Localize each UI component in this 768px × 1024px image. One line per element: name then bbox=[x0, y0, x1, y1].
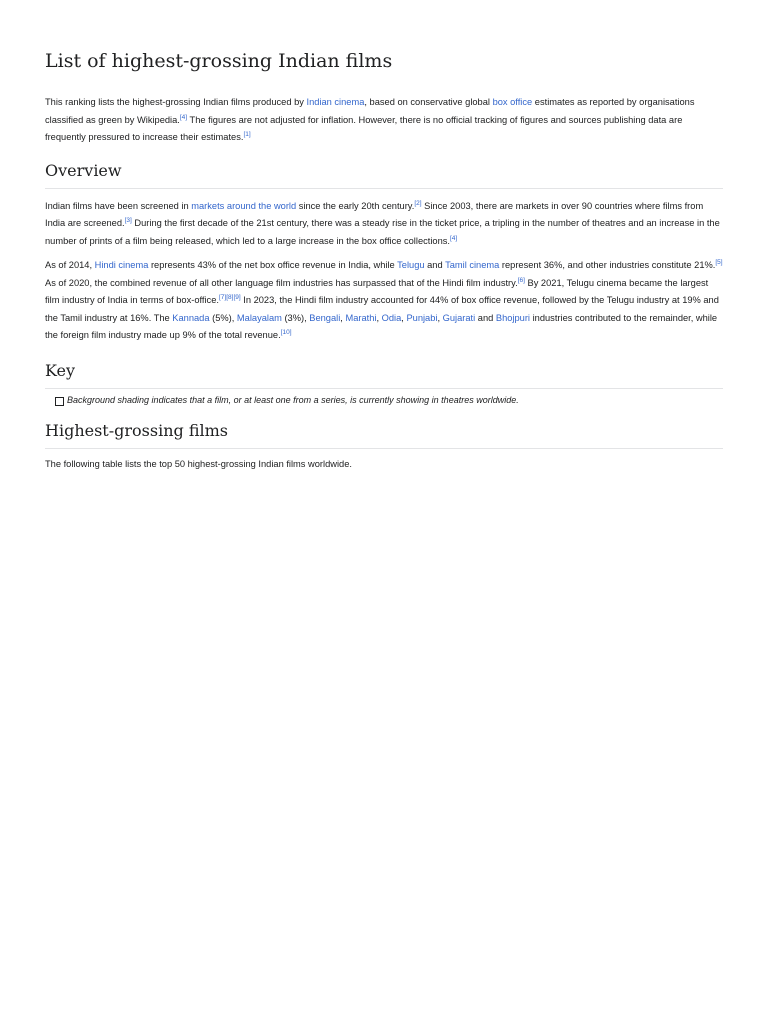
overview-p2-text-9: (3%), bbox=[281, 312, 310, 323]
overview-p2-text-10: , bbox=[340, 312, 346, 323]
overview-p2-text-15: industries contributed to the remainder, while the foreign film industry made up 9% of the total revenue. bbox=[45, 312, 718, 340]
overview-heading: Overview bbox=[45, 160, 723, 189]
link-telugu[interactable]: Telugu bbox=[397, 260, 425, 270]
overview-p2-text-12: , bbox=[401, 312, 407, 323]
citation-6-link[interactable]: [6] bbox=[517, 276, 525, 284]
overview-p1-text-1: Indian films have been screened in bbox=[45, 200, 192, 211]
overview-paragraph-1 bbox=[45, 198, 723, 251]
overview-p1-text-3: Since 2003, there are markets in over 90 countries where films from India are screened. bbox=[45, 200, 704, 228]
link-markets-around-the-world[interactable]: markets around the world bbox=[191, 200, 297, 211]
key-legend-row bbox=[55, 395, 723, 406]
intro-text-3: estimates as reported by organisations classified as green by Wikipedia. bbox=[45, 97, 695, 125]
citation-5-link[interactable]: [5] bbox=[715, 259, 723, 266]
citation-3 bbox=[125, 217, 132, 224]
link-malayalam[interactable]: Malayalam bbox=[236, 312, 282, 323]
citation-1 bbox=[243, 131, 250, 138]
intro-text-2: , based on conservative global bbox=[364, 97, 493, 107]
link-marathi[interactable]: Marathi bbox=[345, 312, 377, 323]
highest-grossing-heading: Highest-grossing films bbox=[45, 420, 723, 449]
overview-p2-text-13: , bbox=[437, 312, 443, 323]
citation-3-link[interactable]: [3] bbox=[124, 217, 132, 224]
citation-2-link[interactable]: [2] bbox=[414, 199, 422, 207]
link-odia[interactable]: Odia bbox=[381, 312, 402, 323]
highest-grossing-intro: The following table lists the top 50 highest-grossing Indian films worldwide. bbox=[45, 458, 352, 469]
intro-text-4: The figures are not adjusted for inflation. However, there is no official tracking of figures and sources publishing data are frequently pressured to increase their estimates. bbox=[45, 114, 683, 142]
link-hindi-cinema[interactable]: Hindi cinema bbox=[94, 260, 149, 270]
citation-9-link[interactable]: [9] bbox=[233, 294, 241, 301]
overview-p2-text-14: and bbox=[475, 312, 496, 323]
overview-p2-text-8: (5%), bbox=[209, 312, 237, 323]
overview-p2-text-2: represents 43% of the net box office revenue in India, while bbox=[148, 260, 398, 270]
citation-10 bbox=[281, 329, 292, 336]
overview-p1-text-2: since the early 20th century. bbox=[296, 200, 415, 211]
overview-p2-text-3: and bbox=[424, 260, 446, 270]
link-indian-cinema[interactable]: Indian cinema bbox=[306, 97, 365, 107]
intro-text-1: This ranking lists the highest-grossing Indian films produced by bbox=[45, 97, 307, 107]
overview-paragraph-2 bbox=[45, 257, 723, 345]
intro-paragraph bbox=[45, 94, 723, 147]
citation-4-link[interactable]: [4] bbox=[179, 113, 188, 121]
key-heading: Key bbox=[45, 360, 723, 389]
citation-2 bbox=[414, 200, 421, 207]
citation-7-8-9 bbox=[219, 294, 241, 301]
link-bhojpuri[interactable]: Bhojpuri bbox=[495, 312, 531, 323]
citation-1-link[interactable]: [1] bbox=[243, 131, 251, 138]
overview-p2-text-7: In 2023, the Hindi film industry accounted for 44% of box office revenue, followed by the Telugu industry at 19% and the Tamil industry at 16%. The bbox=[45, 295, 719, 323]
citation-10-link[interactable]: [10] bbox=[280, 329, 292, 336]
overview-p2-text-5: As of 2020, the combined revenue of all other language film industries has surpassed that of the Hindi film industry. bbox=[45, 277, 518, 288]
link-box-office[interactable]: box office bbox=[492, 97, 533, 107]
citation-5 bbox=[715, 259, 722, 266]
citation-8-link[interactable]: [8] bbox=[226, 294, 234, 301]
link-tamil-cinema[interactable]: Tamil cinema bbox=[445, 260, 500, 270]
citation-4b bbox=[450, 235, 457, 242]
overview-p1-text-4: During the first decade of the 21st century, there was a steady rise in the ticket price, a tripling in the number of theatres and an increase in the number of prints of a film being released, which led to a large increase in the box office collections. bbox=[45, 218, 720, 246]
citation-7-link[interactable]: [7] bbox=[218, 294, 227, 301]
citation-4b-link[interactable]: [4] bbox=[449, 234, 458, 242]
page-title: List of highest-grossing Indian films bbox=[45, 50, 393, 72]
link-gujarati[interactable]: Gujarati bbox=[442, 312, 476, 323]
link-punjabi[interactable]: Punjabi bbox=[406, 312, 438, 323]
key-shading-swatch bbox=[55, 397, 64, 406]
overview-p2-text-11: , bbox=[376, 312, 382, 323]
overview-p2-text-4: represent 36%, and other industries constitute 21%. bbox=[499, 260, 716, 270]
citation-6 bbox=[518, 277, 525, 284]
key-note: Background shading indicates that a film, or at least one from a series, is currently showing in theatres worldwide. bbox=[67, 395, 519, 405]
overview-p2-text-1: As of 2014, bbox=[45, 260, 95, 270]
link-kannada[interactable]: Kannada bbox=[172, 312, 210, 323]
overview-p2-text-6: By 2021, Telugu cinema became the largest film industry of India in terms of box-office. bbox=[45, 277, 709, 305]
link-bengali[interactable]: Bengali bbox=[309, 312, 341, 323]
